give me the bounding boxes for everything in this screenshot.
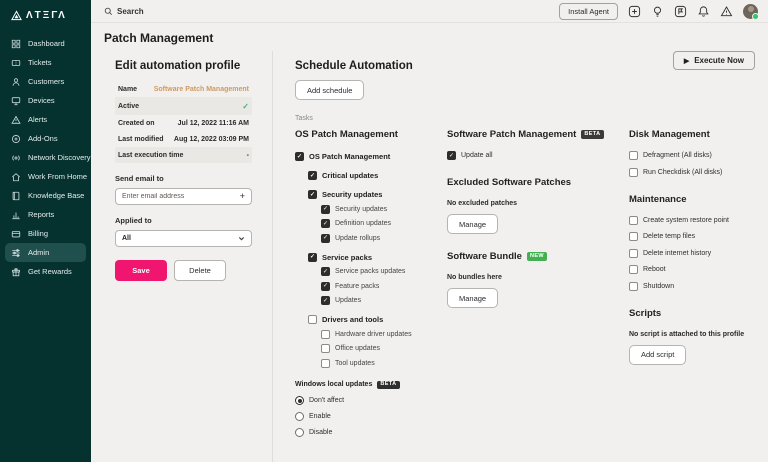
devices-icon (11, 96, 21, 106)
sidebar-item-label: Add-Ons (28, 134, 58, 143)
checkbox[interactable] (321, 282, 330, 291)
tree-item-office-updates[interactable] (321, 344, 447, 353)
sidebar-item-get-rewards[interactable] (5, 262, 86, 281)
sidebar-item-network-discovery[interactable] (5, 148, 91, 167)
scripts-empty-text: No script is attached to this profile (629, 330, 745, 338)
sidebar-item-reports[interactable] (5, 205, 86, 224)
radio-label: Don't affect (309, 397, 345, 404)
sidebar-item-tickets[interactable] (5, 53, 86, 72)
checkbox[interactable] (321, 267, 330, 276)
software-bundle-title-text: Software Bundle (447, 251, 522, 262)
checkbox[interactable] (321, 234, 330, 243)
checkbox-label: Shutdown (643, 282, 675, 290)
radio-enable[interactable] (295, 412, 447, 421)
checkbox[interactable] (321, 344, 330, 353)
sidebar (0, 0, 91, 462)
beta-badge: BETA (377, 381, 399, 390)
disk-maintenance-column (629, 129, 768, 437)
delete-button[interactable]: Delete (174, 260, 226, 281)
sidebar-item-label: Network Discovery (28, 153, 91, 162)
tasks-columns (295, 129, 756, 437)
checkbox[interactable] (308, 253, 317, 262)
checkbox[interactable] (321, 205, 330, 214)
disk-management-title: Disk Management (629, 129, 710, 140)
tree-item-security-updates[interactable] (308, 190, 447, 199)
radio-label: Disable (309, 429, 333, 436)
excluded-patches-empty-text: No excluded patches (447, 200, 518, 207)
checkbox[interactable] (321, 296, 330, 305)
software-patch-column (447, 129, 629, 437)
checkbox[interactable] (447, 151, 456, 160)
dashboard-icon (11, 39, 21, 49)
alert-triangle-icon (11, 115, 21, 125)
profile-row-modified (115, 131, 252, 147)
checkbox[interactable] (308, 171, 317, 180)
profile-buttons (115, 260, 252, 281)
lightbulb-icon[interactable] (651, 5, 664, 18)
tree-item-drivers-and-tools[interactable] (308, 315, 447, 324)
sidebar-item-customers[interactable] (5, 72, 86, 91)
sidebar-item-label: Dashboard (28, 39, 65, 48)
add-schedule-button[interactable]: Add schedule (295, 80, 364, 100)
checkbox-label: Defragment (All disks) (643, 152, 712, 159)
checkbox[interactable] (629, 282, 638, 291)
tree-item-label: Update rollups (335, 234, 381, 242)
applied-to-value: All (122, 235, 131, 242)
radio-button[interactable] (295, 396, 304, 405)
checkbox[interactable] (321, 330, 330, 339)
tree-item-definition-updates[interactable] (321, 219, 447, 228)
checkbox-label: Delete temp files (643, 233, 696, 240)
content (91, 47, 768, 462)
radio-dont-affect[interactable] (295, 396, 447, 405)
topbar (91, 0, 768, 23)
tree-item-updates[interactable] (321, 296, 447, 305)
checkbox[interactable] (629, 151, 638, 160)
admin-sliders-icon (11, 248, 21, 258)
add-script-button[interactable]: Add script (629, 345, 686, 365)
customers-icon (11, 77, 21, 87)
tree-item-label: Feature packs (335, 282, 380, 290)
beta-badge: BETA (581, 130, 603, 139)
tree-item-label: Tool updates (335, 359, 375, 367)
global-search[interactable] (104, 7, 227, 16)
checkbox[interactable] (308, 315, 317, 324)
execute-now-label: Execute Now (694, 56, 744, 65)
sidebar-item-admin[interactable] (5, 243, 86, 262)
radio-label: Enable (309, 413, 331, 420)
email-input-wrap (115, 188, 252, 205)
row-label: Last execution time (118, 151, 184, 159)
tree-item-label: Updates (335, 297, 362, 304)
tree-item-label: Service packs (322, 252, 373, 262)
checkbox[interactable] (295, 152, 304, 161)
edit-automation-profile-panel (115, 60, 252, 462)
install-agent-button[interactable]: Install Agent (559, 3, 618, 20)
edit-profile-title: Edit automation profile (115, 60, 241, 72)
os-patch-title: OS Patch Management (295, 129, 398, 140)
tree-item-hardware-driver-updates[interactable] (321, 330, 447, 339)
windows-local-updates-header (295, 381, 447, 390)
tree-item-label: Office updates (335, 345, 381, 352)
add-ons-icon (11, 134, 21, 144)
checkbox[interactable] (321, 359, 330, 368)
user-avatar[interactable] (743, 4, 758, 19)
checkbox-label: Delete internet history (643, 249, 712, 257)
checkdisk-item[interactable] (629, 168, 768, 177)
reports-icon (11, 210, 21, 220)
schedule-automation-section (273, 60, 756, 462)
sidebar-item-label: Alerts (28, 115, 48, 124)
tree-item-security-updates-sub[interactable] (321, 205, 447, 214)
tree-item-label: Critical updates (322, 171, 379, 180)
atera-logo[interactable] (0, 0, 91, 30)
tree-item-label: OS Patch Management (309, 152, 391, 161)
tree-item-service-packs-updates[interactable] (321, 267, 447, 276)
chevron-down-icon (238, 235, 245, 242)
atera-logo-text: ΛTΞΓΛ (26, 10, 67, 21)
delete-internet-history-item[interactable] (629, 249, 768, 258)
home-icon (11, 172, 21, 182)
scripts-title: Scripts (629, 307, 662, 319)
topbar-actions (559, 3, 758, 20)
atera-logo-icon (11, 10, 22, 21)
sidebar-item-dashboard[interactable] (5, 34, 86, 53)
execute-now-button[interactable] (673, 51, 755, 70)
sidebar-item-label: Tickets (28, 58, 52, 67)
sidebar-item-label: Customers (28, 77, 65, 86)
active-check-icon: ✓ (242, 101, 249, 111)
restore-point-item[interactable] (629, 216, 768, 225)
checkbox-label: Reboot (643, 266, 666, 273)
defragment-item[interactable] (629, 151, 768, 160)
manage-excluded-button[interactable]: Manage (447, 214, 498, 234)
main-area (91, 0, 768, 462)
network-discovery-icon (11, 153, 21, 163)
manage-bundle-button[interactable]: Manage (447, 288, 498, 308)
whats-new-icon[interactable] (674, 5, 687, 18)
add-email-icon[interactable]: + (239, 191, 245, 201)
sidebar-item-add-ons[interactable] (5, 129, 86, 148)
row-label: Last modified (118, 135, 164, 143)
tree-item-tool-updates[interactable] (321, 359, 447, 368)
tree-item-critical-updates[interactable] (308, 171, 447, 180)
profile-row-name (115, 81, 252, 97)
row-label: Active (118, 102, 140, 110)
applied-to-label: Applied to (115, 216, 152, 225)
tree-item-label: Service packs updates (335, 268, 406, 275)
maintenance-title: Maintenance (629, 193, 687, 205)
tree-item-feature-packs[interactable] (321, 282, 447, 291)
profile-row-active (115, 97, 252, 115)
checkbox[interactable] (321, 219, 330, 228)
checkbox-label: Create system restore point (643, 216, 729, 224)
save-button[interactable]: Save (115, 260, 167, 281)
tasks-label: Tasks (295, 115, 313, 122)
play-icon: ▶ (683, 57, 690, 65)
sidebar-item-knowledge-base[interactable] (5, 186, 86, 205)
radio-disable[interactable] (295, 428, 447, 437)
add-new-icon[interactable] (628, 5, 641, 18)
profile-detail-rows (115, 81, 252, 163)
profile-row-created (115, 115, 252, 131)
search-icon (104, 7, 113, 16)
sidebar-item-label: Billing (28, 229, 49, 238)
radio-button[interactable] (295, 428, 304, 437)
ticket-icon (11, 58, 21, 68)
sidebar-item-devices[interactable] (5, 91, 86, 110)
bundle-empty-text: No bundles here (447, 274, 502, 281)
billing-icon (11, 229, 21, 239)
send-email-label: Send email to (115, 174, 164, 183)
checkbox-label: Run Checkdisk (All disks) (643, 168, 723, 176)
checkbox[interactable] (629, 168, 638, 177)
profile-name-link[interactable]: Software Patch Management (153, 85, 249, 93)
sidebar-item-label: Knowledge Base (28, 191, 85, 200)
checkbox[interactable] (629, 216, 638, 225)
new-badge: NEW (527, 252, 547, 261)
checkbox[interactable] (629, 232, 638, 241)
sidebar-item-label: Devices (28, 96, 55, 105)
tree-item-label: Definition updates (335, 220, 392, 227)
notifications-bell-icon[interactable] (697, 5, 710, 18)
reboot-item[interactable] (629, 265, 768, 274)
schedule-automation-title: Schedule Automation (295, 60, 413, 72)
checkbox[interactable] (629, 265, 638, 274)
row-value: Jul 12, 2022 11:16 AM (177, 119, 249, 127)
page-header (91, 23, 768, 47)
tree-item-label: Hardware driver updates (335, 330, 412, 338)
tree-item-label: Security updates (335, 205, 388, 213)
sidebar-item-label: Reports (28, 210, 55, 219)
delete-temp-files-item[interactable] (629, 232, 768, 241)
gift-icon (11, 267, 21, 277)
sidebar-item-label: Work From Home (28, 172, 88, 181)
search-input[interactable] (117, 7, 227, 16)
tree-item-label: Security updates (322, 190, 383, 199)
row-label: Created on (118, 119, 155, 127)
os-patch-column (295, 129, 447, 437)
checkbox[interactable] (308, 190, 317, 199)
sidebar-item-label: Get Rewards (28, 267, 72, 276)
update-all-label: Update all (461, 152, 493, 159)
software-patch-title-text: Software Patch Management (447, 129, 577, 140)
sidebar-item-label: Admin (28, 248, 50, 257)
checkbox[interactable] (629, 249, 638, 258)
tree-item-update-rollups[interactable] (321, 234, 447, 243)
radio-button[interactable] (295, 412, 304, 421)
shutdown-item[interactable] (629, 282, 768, 291)
software-bundle-title (447, 251, 629, 262)
knowledge-base-icon (11, 191, 21, 201)
excluded-patches-title: Excluded Software Patches (447, 177, 572, 188)
row-value: - (246, 151, 249, 159)
software-patch-title (447, 129, 629, 140)
row-value: Aug 12, 2022 03:09 PM (173, 135, 249, 143)
page-title: Patch Management (104, 31, 214, 45)
email-field[interactable] (122, 193, 222, 200)
sidebar-nav (0, 30, 91, 285)
sidebar-item-billing[interactable] (5, 224, 86, 243)
windows-local-updates-label: Windows local updates (295, 381, 373, 389)
sidebar-item-work-from-home[interactable] (5, 167, 86, 186)
update-all-item[interactable] (447, 151, 629, 160)
tree-item-label: Drivers and tools (322, 315, 384, 324)
alerts-warning-icon[interactable] (720, 5, 733, 18)
profile-row-last-execution (115, 147, 252, 163)
tree-item-os-patch[interactable] (295, 152, 447, 161)
applied-to-select[interactable] (115, 230, 252, 247)
row-label: Name (118, 85, 138, 93)
tree-item-service-packs[interactable] (308, 253, 447, 262)
sidebar-item-alerts[interactable] (5, 110, 86, 129)
